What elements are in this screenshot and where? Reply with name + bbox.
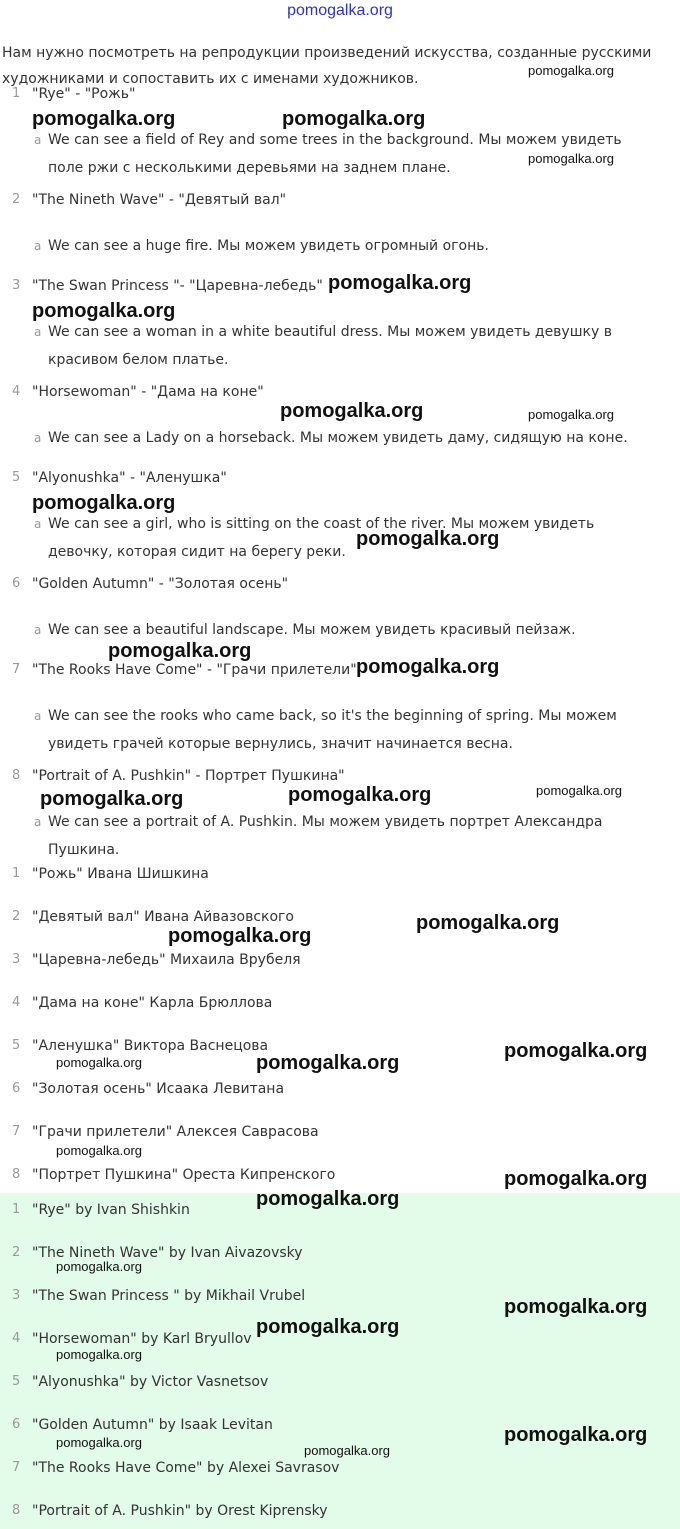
- item-title: "Rye" - "Рожь": [32, 86, 136, 102]
- watermark: pomogalka.org: [56, 1347, 142, 1362]
- watermark: pomogalka.org: [504, 1040, 648, 1062]
- watermark: pomogalka.org: [528, 63, 614, 78]
- answer-letter: a: [34, 133, 42, 147]
- item-number: 3: [12, 278, 21, 293]
- watermark: pomogalka.org: [504, 1296, 648, 1318]
- answer-text: We can see a portrait of A. Pushkin. Мы можем увидеть портрет Александра Пушкина.: [48, 814, 603, 858]
- watermark: pomogalka.org: [32, 492, 176, 514]
- watermark: pomogalka.org: [504, 1424, 648, 1446]
- watermark: pomogalka.org: [256, 1316, 400, 1338]
- item-title: "The Swan Princess "- "Царевна-лебедь": [32, 278, 323, 294]
- watermark: pomogalka.org: [528, 151, 614, 166]
- answer-letter: a: [34, 325, 42, 339]
- item-title: "Horsewoman" by Karl Bryullov: [32, 1331, 252, 1347]
- watermark: pomogalka.org: [56, 1435, 142, 1450]
- answer-text: We can see a field of Rey and some trees in the background. Мы можем увидеть поле ржи с несколькими деревьями на заднем плане.: [48, 132, 622, 176]
- item-number: 8: [12, 1167, 21, 1182]
- item-number: 6: [12, 1417, 21, 1432]
- watermark: pomogalka.org: [56, 1143, 142, 1158]
- watermark: pomogalka.org: [56, 1259, 142, 1274]
- answer-letter: a: [34, 623, 42, 637]
- item-title: "Golden Autumn" by Isaak Levitan: [32, 1417, 273, 1433]
- watermark: pomogalka.org: [356, 528, 500, 550]
- item-answer: [34, 702, 660, 758]
- item-number: 8: [12, 1503, 21, 1518]
- answer-text: We can see a beautiful landscape. Мы можем увидеть красивый пейзаж.: [48, 622, 576, 638]
- watermark: pomogalka.org: [356, 656, 500, 678]
- item-number: 4: [12, 1331, 21, 1346]
- item-answer: [34, 318, 660, 374]
- answer-text: We can see a huge fire. Мы можем увидеть огромный огонь.: [48, 238, 489, 254]
- item-number: 6: [12, 576, 21, 591]
- answer-text: We can see a Lady on a horseback. Мы можем увидеть даму, сидящую на коне.: [48, 430, 628, 446]
- watermark: pomogalka.org: [528, 407, 614, 422]
- item-title: "Rye" by Ivan Shishkin: [32, 1202, 190, 1218]
- item-number: 6: [12, 1081, 21, 1096]
- item-number: 5: [12, 1374, 21, 1389]
- item-title: "Portrait of A. Pushkin" - Портрет Пушкина": [32, 768, 345, 784]
- item-number: 5: [12, 470, 21, 485]
- watermark: pomogalka.org: [32, 108, 176, 130]
- watermark: pomogalka.org: [328, 272, 472, 294]
- item-title: "The Nineth Wave" - "Девятый вал": [32, 192, 287, 208]
- item-title: "Портрет Пушкина" Ореста Кипренского: [32, 1167, 336, 1183]
- item-number: 7: [12, 662, 21, 677]
- item-number: 7: [12, 1460, 21, 1475]
- item-number: 3: [12, 1288, 21, 1303]
- answer-letter: a: [34, 709, 42, 723]
- item-number: 2: [12, 192, 21, 207]
- item-title: "Alyonushka" - "Аленушка": [32, 470, 227, 486]
- item-title: "Грачи прилетели" Алексея Саврасова: [32, 1124, 319, 1140]
- item-answer: [34, 510, 660, 566]
- watermark: pomogalka.org: [40, 788, 184, 810]
- item-number: 2: [12, 1245, 21, 1260]
- item-number: 7: [12, 1124, 21, 1139]
- item-title: "Дама на коне" Карла Брюллова: [32, 995, 273, 1011]
- item-title: "Golden Autumn" - "Золотая осень": [32, 576, 289, 592]
- watermark: pomogalka.org: [416, 912, 560, 934]
- watermark: pomogalka.org: [168, 925, 312, 947]
- item-number: 5: [12, 1038, 21, 1053]
- item-title: "The Nineth Wave" by Ivan Aivazovsky: [32, 1245, 303, 1261]
- item-number: 8: [12, 768, 21, 783]
- item-title: "Рожь" Ивана Шишкина: [32, 866, 209, 882]
- watermark: pomogalka.org: [256, 1188, 400, 1210]
- item-number: 4: [12, 384, 21, 399]
- item-answer: [34, 424, 660, 452]
- answer-letter: a: [34, 431, 42, 445]
- answer-letter: a: [34, 815, 42, 829]
- answer-text: We can see a woman in a white beautiful dress. Мы можем увидеть девушку в красивом белом платье.: [48, 324, 612, 368]
- intro-text: Нам нужно посмотреть на репродукции произведений искусства, созданные русскими художниками и сопоставить их с именами художников.: [2, 45, 652, 87]
- item-number: 3: [12, 952, 21, 967]
- header-watermark: pomogalka.org: [287, 2, 393, 19]
- item-title: "Portrait of A. Pushkin" by Orest Kiprensky: [32, 1503, 328, 1519]
- item-title: "Золотая осень" Исаака Левитана: [32, 1081, 285, 1097]
- watermark: pomogalka.org: [256, 1052, 400, 1074]
- watermark: pomogalka.org: [108, 640, 252, 662]
- item-number: 1: [12, 1202, 21, 1217]
- answer-letter: a: [34, 239, 42, 253]
- item-title: "Аленушка" Виктора Васнецова: [32, 1038, 269, 1054]
- item-title: "The Rooks Have Come" - "Грачи прилетели": [32, 662, 357, 678]
- watermark: pomogalka.org: [282, 108, 426, 130]
- item-title: "Alyonushka" by Victor Vasnetsov: [32, 1374, 269, 1390]
- watermark: pomogalka.org: [504, 1168, 648, 1190]
- item-answer: [34, 808, 660, 864]
- item-number: 1: [12, 866, 21, 881]
- item-title: "Horsewoman" - "Дама на коне": [32, 384, 264, 400]
- watermark: pomogalka.org: [56, 1055, 142, 1070]
- watermark: pomogalka.org: [288, 784, 432, 806]
- watermark: pomogalka.org: [280, 400, 424, 422]
- item-number: 1: [12, 86, 21, 101]
- item-title: "Царевна-лебедь" Михаила Врубеля: [32, 952, 301, 968]
- item-answer: [34, 232, 660, 260]
- watermark: pomogalka.org: [32, 300, 176, 322]
- answer-text: We can see the rooks who came back, so it's the beginning of spring. Мы можем увидеть грачей которые вернулись, значит начинается весна.: [48, 708, 617, 752]
- item-title: "The Rooks Have Come" by Alexei Savrasov: [32, 1460, 340, 1476]
- watermark: pomogalka.org: [304, 1443, 390, 1458]
- answer-text: We can see a girl, who is sitting on the coast of the river. Мы можем увидеть девочку, которая сидит на берегу реки.: [48, 516, 595, 560]
- item-number: 4: [12, 995, 21, 1010]
- item-title: "Девятый вал" Ивана Айвазовского: [32, 909, 294, 925]
- watermark: pomogalka.org: [536, 783, 622, 798]
- item-title: "The Swan Princess " by Mikhail Vrubel: [32, 1288, 306, 1304]
- answer-letter: a: [34, 517, 42, 531]
- item-number: 2: [12, 909, 21, 924]
